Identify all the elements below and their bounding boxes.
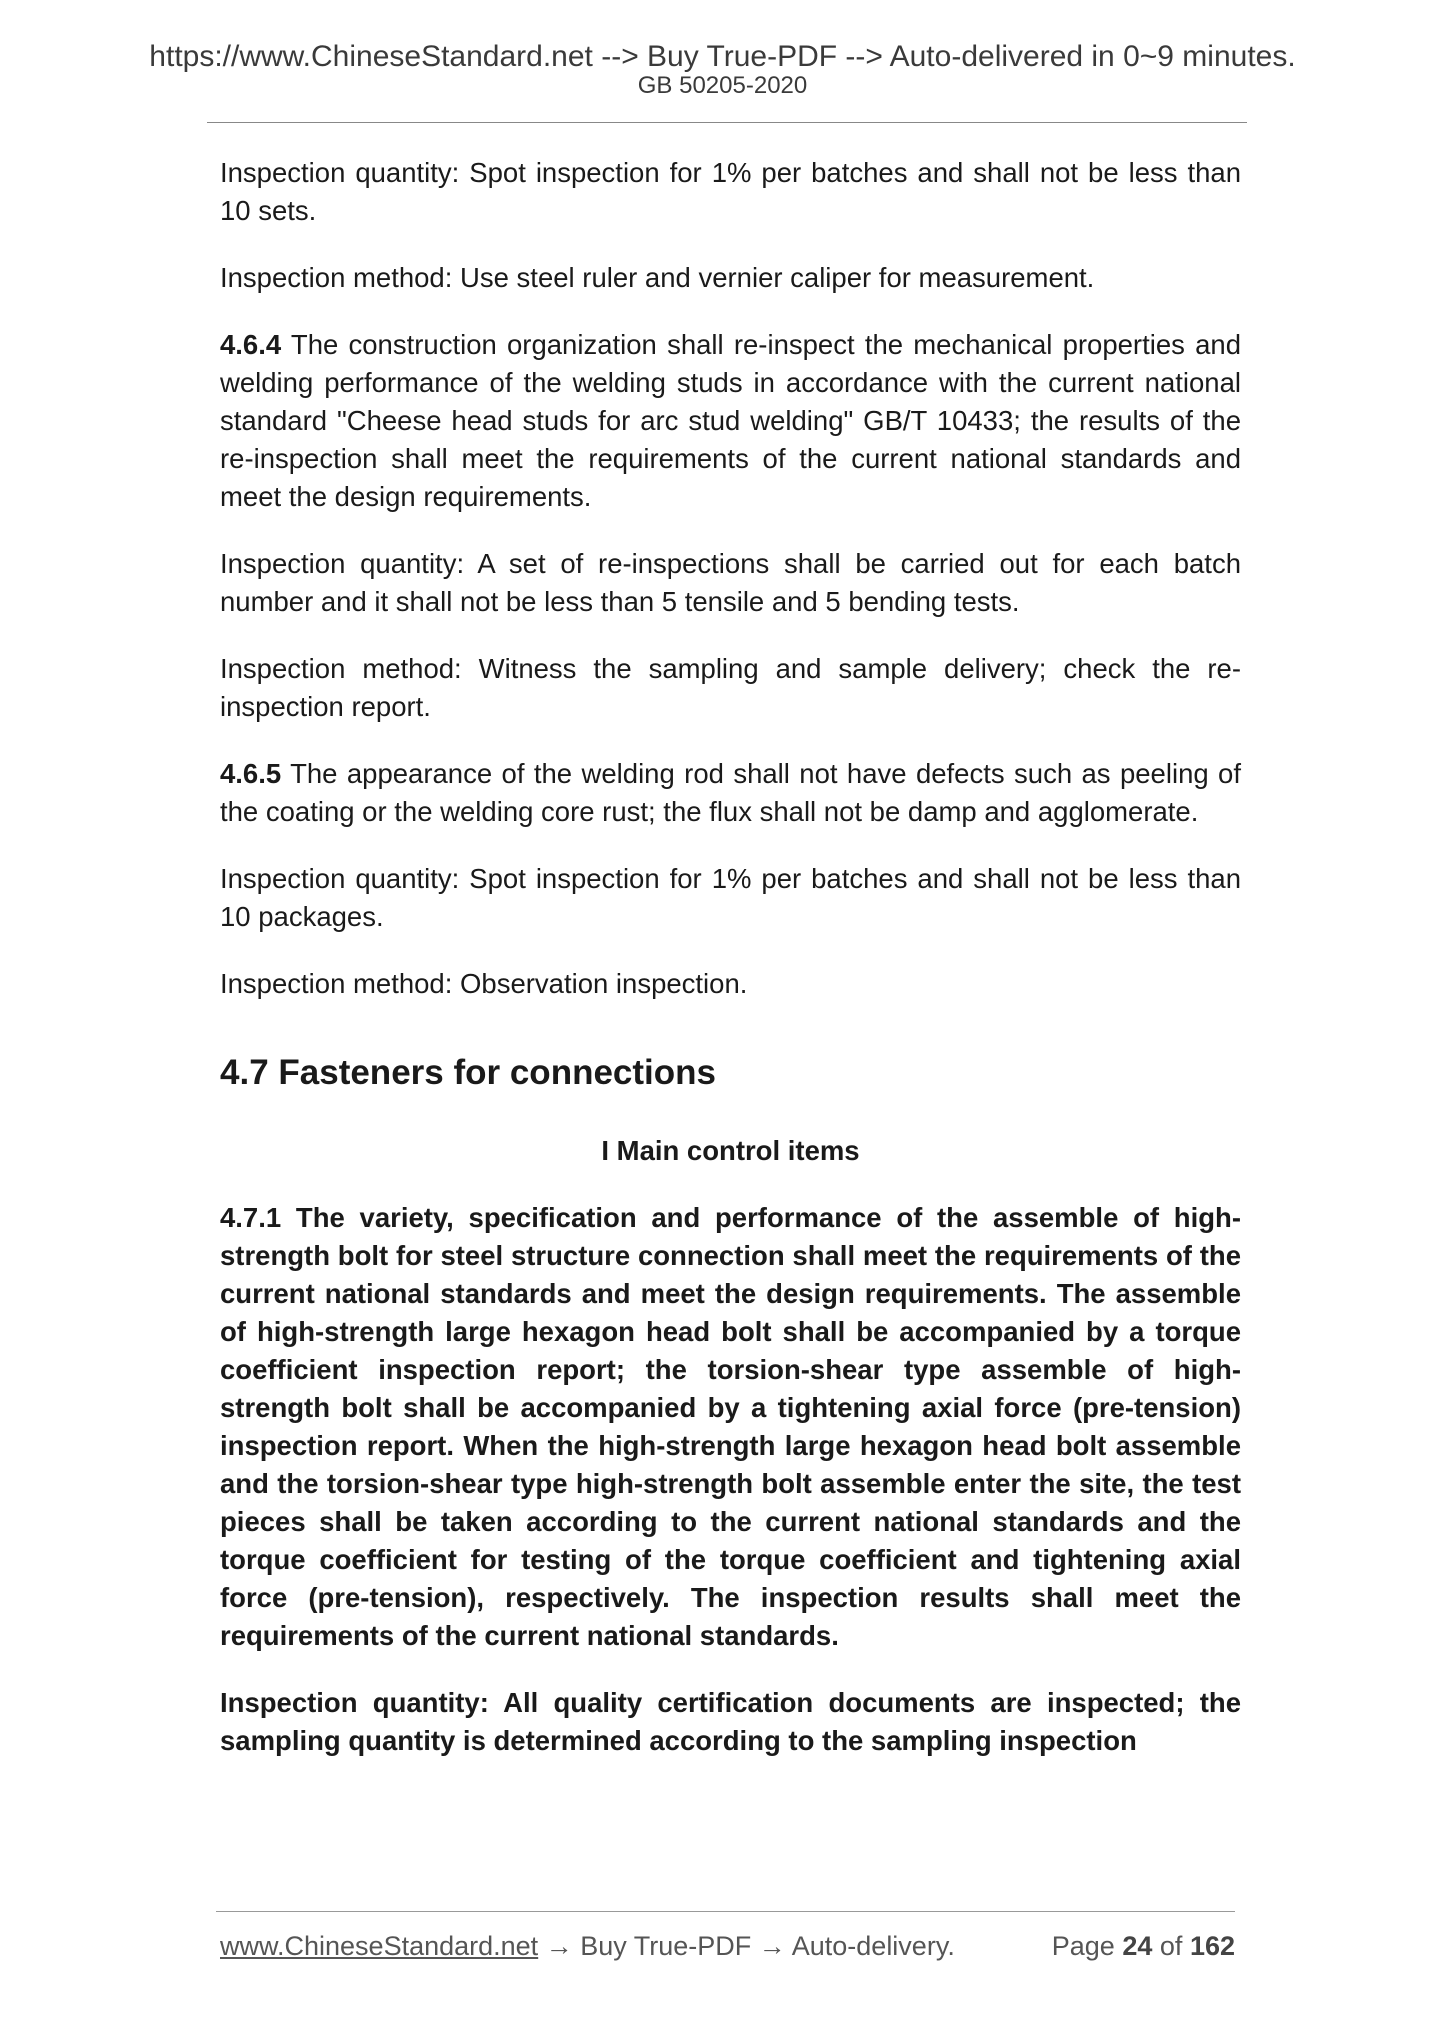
clause-text: The appearance of the welding rod shall not have defects such as peeling of the coating or the welding core rust; the flux shall not be damp and agglomerate. [220,758,1241,827]
page-number [1052,1928,1235,1964]
page-footer [220,1928,1235,1964]
footer-left [220,1928,955,1964]
header-divider [207,122,1247,123]
paragraph: Inspection quantity: A set of re-inspections shall be carried out for each batch number and it shall not be less than 5 tensile and 5 bending tests. [220,548,1241,617]
footer-divider [216,1911,1235,1912]
page-current: 24 [1122,1931,1153,1961]
subheading: I Main control items [601,1135,860,1166]
clause-number: 4.6.5 [220,758,282,789]
paragraph: Inspection quantity: All quality certification documents are inspected; the sampling quantity is determined according to the sampling inspection [220,1687,1241,1756]
page-label: Page [1051,1931,1115,1961]
page-total: 162 [1189,1931,1235,1961]
clause-4-7-1: 4.7.1 The variety, specification and performance of the assemble of high-strength bolt for steel structure connection shall meet the requirements of the current national standards and meet the design requirements. The assemble of high-strength large hexagon head bolt shall be accompanied by a torque coefficient inspection report; the torsion-shear type assemble of high-strength bolt shall be accompanied by a tightening axial force (pre-tension) inspection report. When the high-strength large hexagon head bolt assemble and the torsion-shear type high-strength bolt assemble enter the site, the test pieces shall be taken according to the current national standards and the torque coefficient for testing of the torque coefficient and tightening axial force (pre-tension), respectively. The inspection results shall meet the requirements of the current national standards. [220,1202,1241,1651]
clause-4-6-5 [220,755,1241,831]
paragraph: Inspection method: Use steel ruler and vernier caliper for measurement. [220,262,1095,293]
clause-text: The construction organization shall re-inspect the mechanical properties and welding performance of the welding studs in accordance with the current national standard "Cheese head studs for arc stud welding" GB/T 10433; the results of the re-inspection shall meet the requirements of the current national standards and meet the design requirements. [220,329,1241,512]
source-banner: https://www.ChineseStandard.net --> Buy True-PDF --> Auto-delivered in 0~9 minutes. [149,40,1296,73]
page-of: of [1159,1931,1183,1961]
clause-4-6-4 [220,326,1241,516]
paragraph: Inspection method: Observation inspection. [220,968,748,999]
paragraph: Inspection method: Witness the sampling and sample delivery; check the re-inspection report. [220,653,1241,722]
site-link[interactable]: www.ChineseStandard.net [220,1931,539,1961]
paragraph: Inspection quantity: Spot inspection for 1% per batches and shall not be less than 10 sets. [220,157,1241,226]
footer-tagline: → Buy True-PDF → Auto-delivery. [538,1931,955,1961]
clause-number: 4.6.4 [220,329,282,360]
section-title: 4.7 Fasteners for connections [220,1053,716,1092]
standard-code: GB 50205-2020 [637,72,808,99]
paragraph: Inspection quantity: Spot inspection for 1% per batches and shall not be less than 10 packages. [220,863,1241,932]
document-body [220,154,1241,1789]
